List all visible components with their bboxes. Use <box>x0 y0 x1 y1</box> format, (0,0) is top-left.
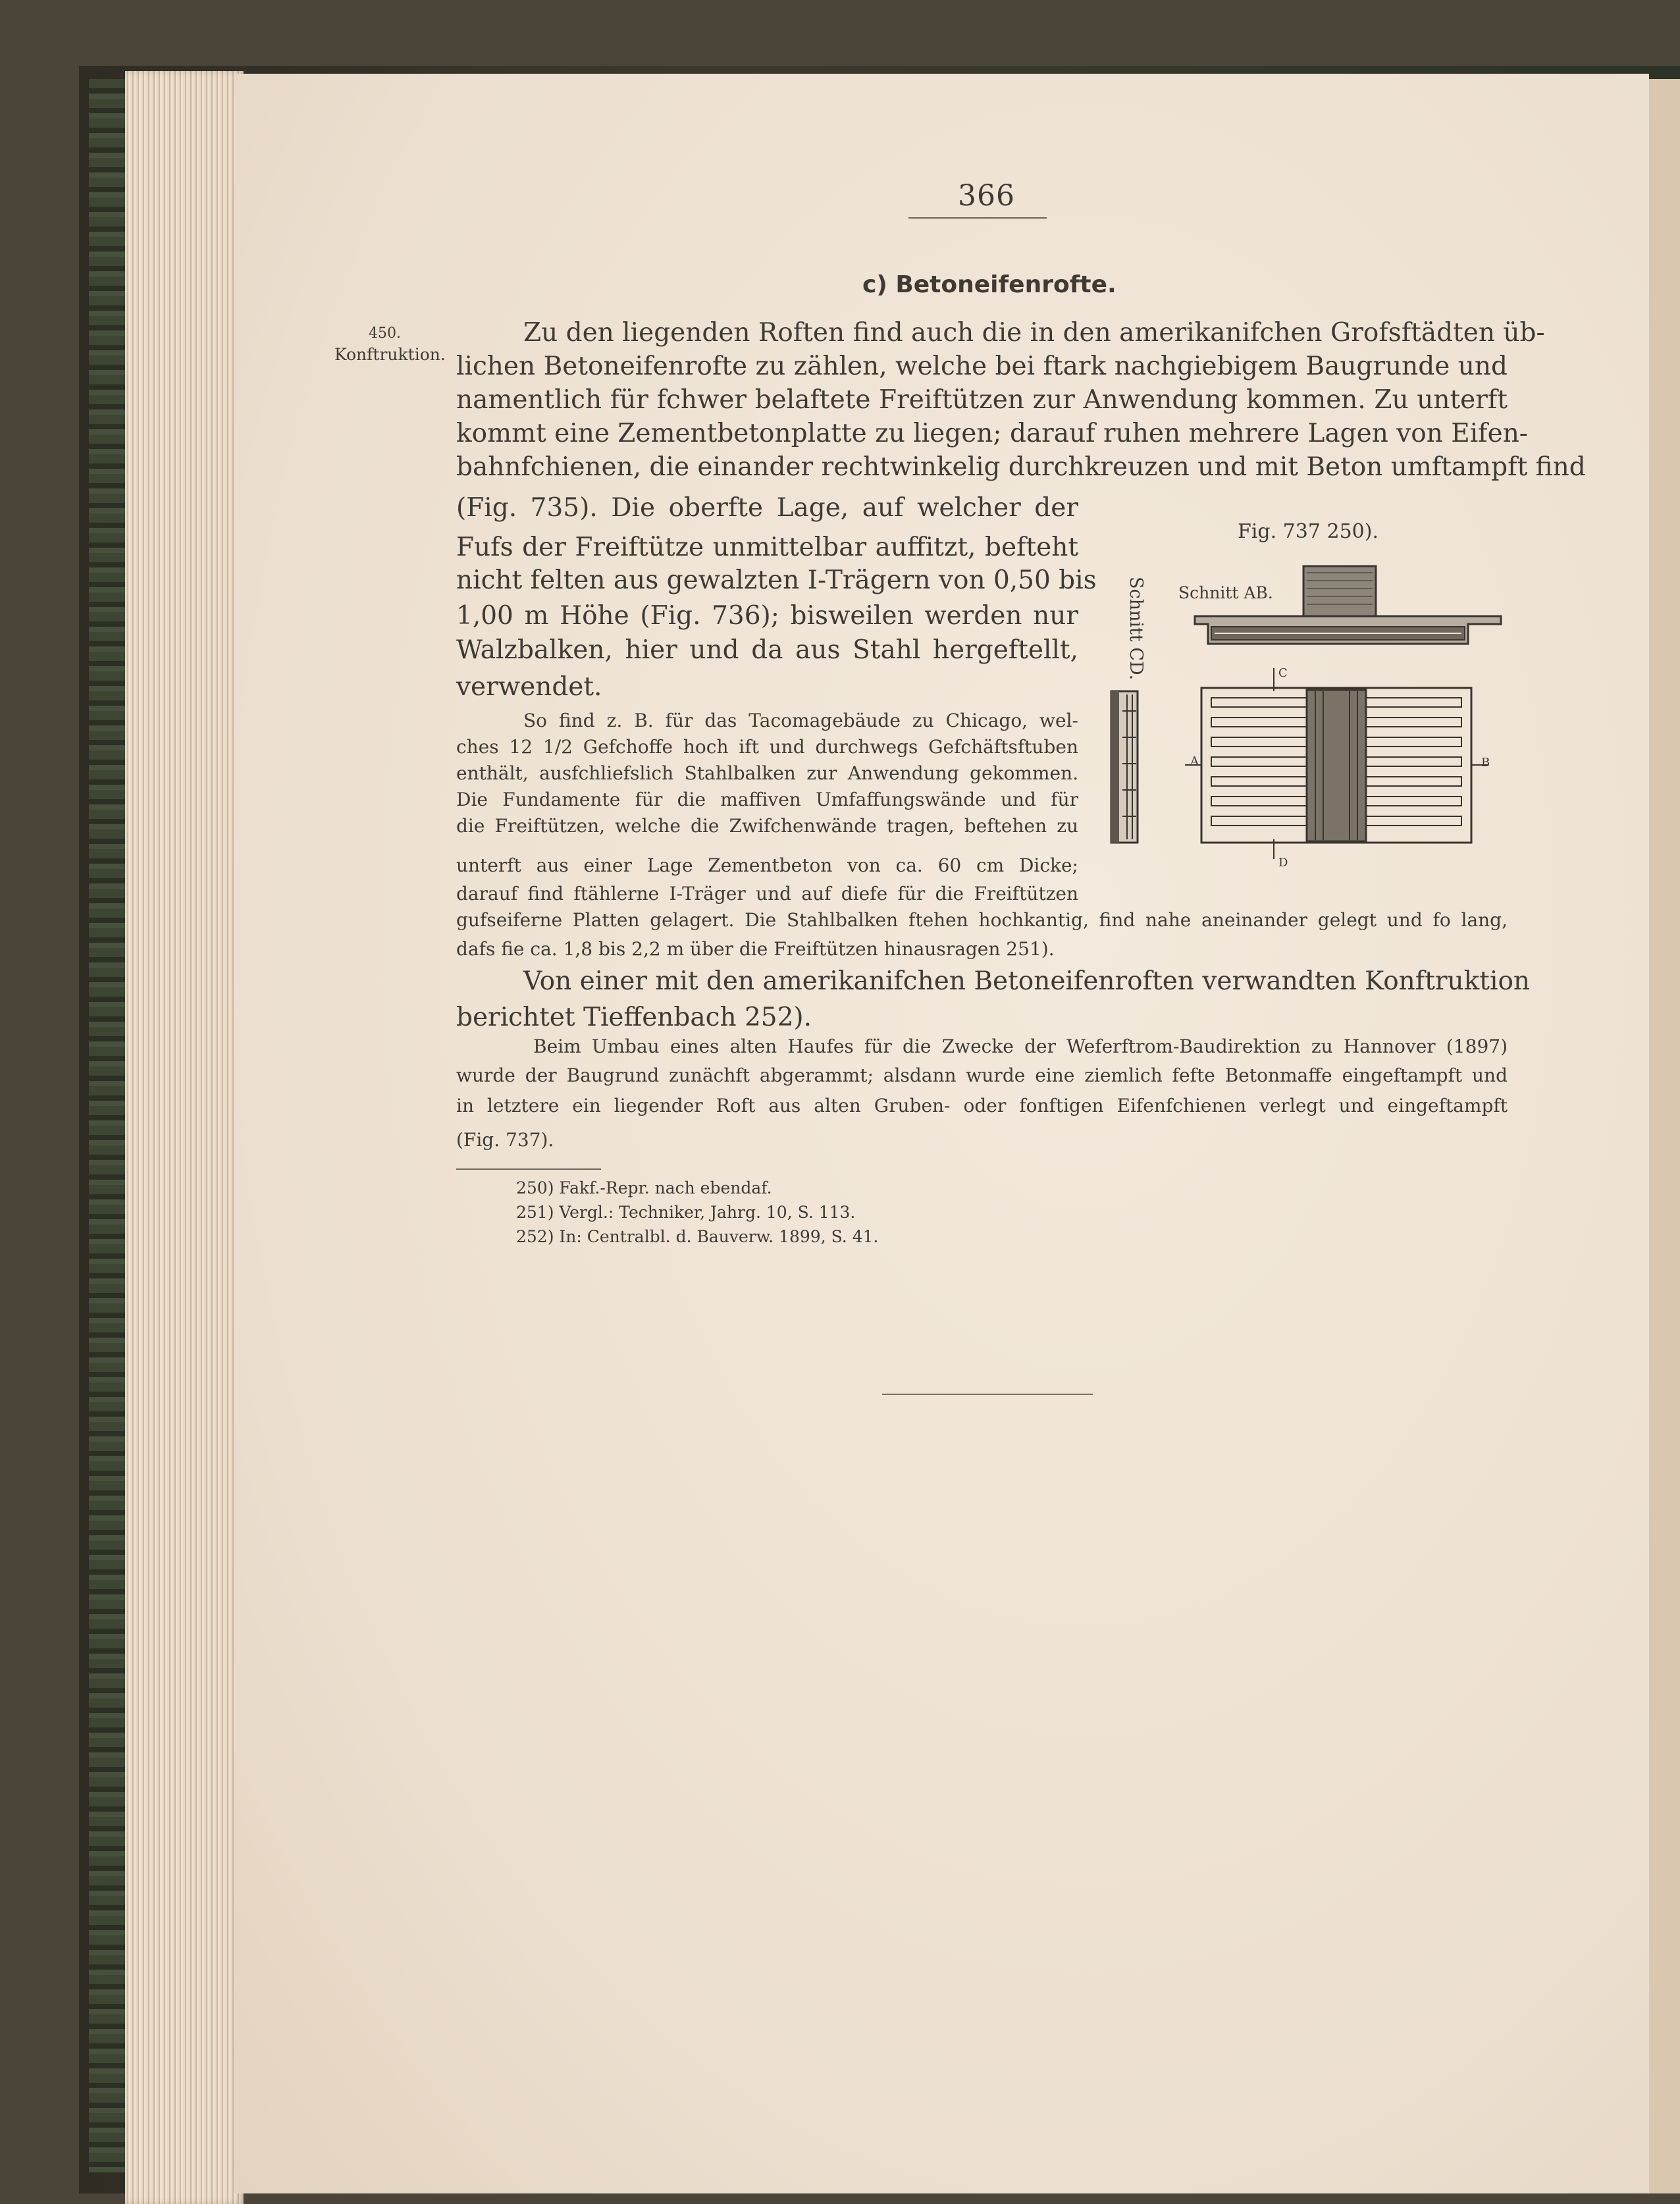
figure-label-d: D <box>1278 856 1288 870</box>
body-line: 1,00 m Höhe (Fig. 736); bisweilen werden nur <box>456 601 1078 631</box>
end-rule <box>882 1394 1093 1395</box>
figure-label-section-ab: Schnitt AB. <box>1178 583 1273 602</box>
footnote: 251) Vergl.: Techniker, Jahrg. 10, S. 113. <box>516 1203 856 1222</box>
body-line: Zu den liegenden Roften find auch die in den amerikanifchen Grofsftädten üb- <box>523 318 1545 348</box>
body-line: kommt eine Zementbetonplatte zu liegen; darauf ruhen mehrere Lagen von Eifen- <box>456 419 1528 448</box>
small-line: dafs fie ca. 1,8 bis 2,2 m über die Freiftützen hinausragen 251). <box>456 938 1055 960</box>
figure-label-c: C <box>1278 666 1288 680</box>
small-line: unterft aus einer Lage Zementbeton von ca. 60 cm Dicke; <box>456 854 1078 876</box>
footnote: 252) In: Centralbl. d. Bauverw. 1899, S. 41. <box>516 1227 879 1246</box>
figure-caption: Fig. 737 250). <box>1238 520 1378 543</box>
section-heading: c) Betoneifenrofte. <box>862 271 1116 298</box>
small-line: ches 12 1/2 Gefchoffe hoch ift und durchwegs Gefchäftsftuben <box>456 736 1078 758</box>
margin-note-number: 450. <box>369 325 401 342</box>
body-line: verwendet. <box>456 672 602 702</box>
page-number: 366 <box>958 179 1015 213</box>
figure-label-b: B <box>1481 756 1490 770</box>
section-ab-drawing <box>1195 566 1501 644</box>
small-line: enthält, ausfchliefslich Stahlbalken zur Anwendung gekommen. <box>456 762 1078 784</box>
body-line: lichen Betoneifenrofte zu zählen, welche bei ftark nachgiebigem Baugrunde und <box>456 352 1508 381</box>
figure-label-a: A <box>1190 754 1199 768</box>
body-line: berichtet Tieffenbach 252). <box>456 1003 812 1032</box>
body-line: Fufs der Freiftütze unmittelbar auffitzt, befteht <box>456 533 1078 562</box>
plan-view-drawing <box>1185 668 1488 859</box>
small-line: So find z. B. für das Tacomagebäude zu Chicago, wel- <box>523 710 1078 731</box>
small-line: Beim Umbau eines alten Haufes für die Zwecke der Weferftrom-Baudirektion zu Hannover (1897) <box>533 1036 1508 1057</box>
small-line: gufseiferne Platten gelagert. Die Stahlbalken ftehen hochkantig, find nahe aneinander gelegt und fo lang, <box>456 909 1508 931</box>
small-line: wurde der Baugrund zunächft abgerammt; alsdann wurde eine ziemlich fefte Betonmaffe eingeftampft und <box>456 1064 1508 1086</box>
footnote: 250) Fakf.-Repr. nach ebendaf. <box>516 1178 772 1197</box>
body-line: nicht felten aus gewalzten I-Trägern von 0,50 bis <box>456 565 1097 595</box>
small-line: Die Fundamente für die maffiven Umfaffungswände und für <box>456 789 1078 810</box>
body-line: Walzbalken, hier und da aus Stahl hergeftellt, <box>456 635 1078 665</box>
small-line: (Fig. 737). <box>456 1129 554 1151</box>
section-cd-drawing <box>1111 691 1138 843</box>
book-cover-texture <box>89 79 128 2172</box>
margin-note-label: Konftruktion. <box>334 345 446 364</box>
page-number-rule <box>908 217 1047 219</box>
body-line: (Fig. 735). Die oberfte Lage, auf welcher der <box>456 493 1078 523</box>
small-line: darauf find ftählerne I-Träger und auf diefe für die Freiftützen <box>456 883 1078 905</box>
figure-737-drawing <box>1093 553 1514 869</box>
figure-label-section-cd: Schnitt CD. <box>1126 577 1146 681</box>
small-line: in letztere ein liegender Roft aus alten Gruben- oder fonftigen Eifenfchienen verlegt und eingeftampft <box>456 1095 1508 1116</box>
footnote-rule <box>456 1168 601 1170</box>
page-edges <box>125 71 244 2204</box>
body-line: namentlich für fchwer belaftete Freiftützen zur Anwendung kommen. Zu unterft <box>456 385 1508 415</box>
body-line: Von einer mit den amerikanifchen Betoneifenroften verwandten Konftruktion <box>523 966 1531 996</box>
small-line: die Freiftützen, welche die Zwifchenwände tragen, beftehen zu <box>456 815 1078 837</box>
body-line: bahnfchienen, die einander rechtwinkelig durchkreuzen und mit Beton umftampft find <box>456 452 1586 482</box>
